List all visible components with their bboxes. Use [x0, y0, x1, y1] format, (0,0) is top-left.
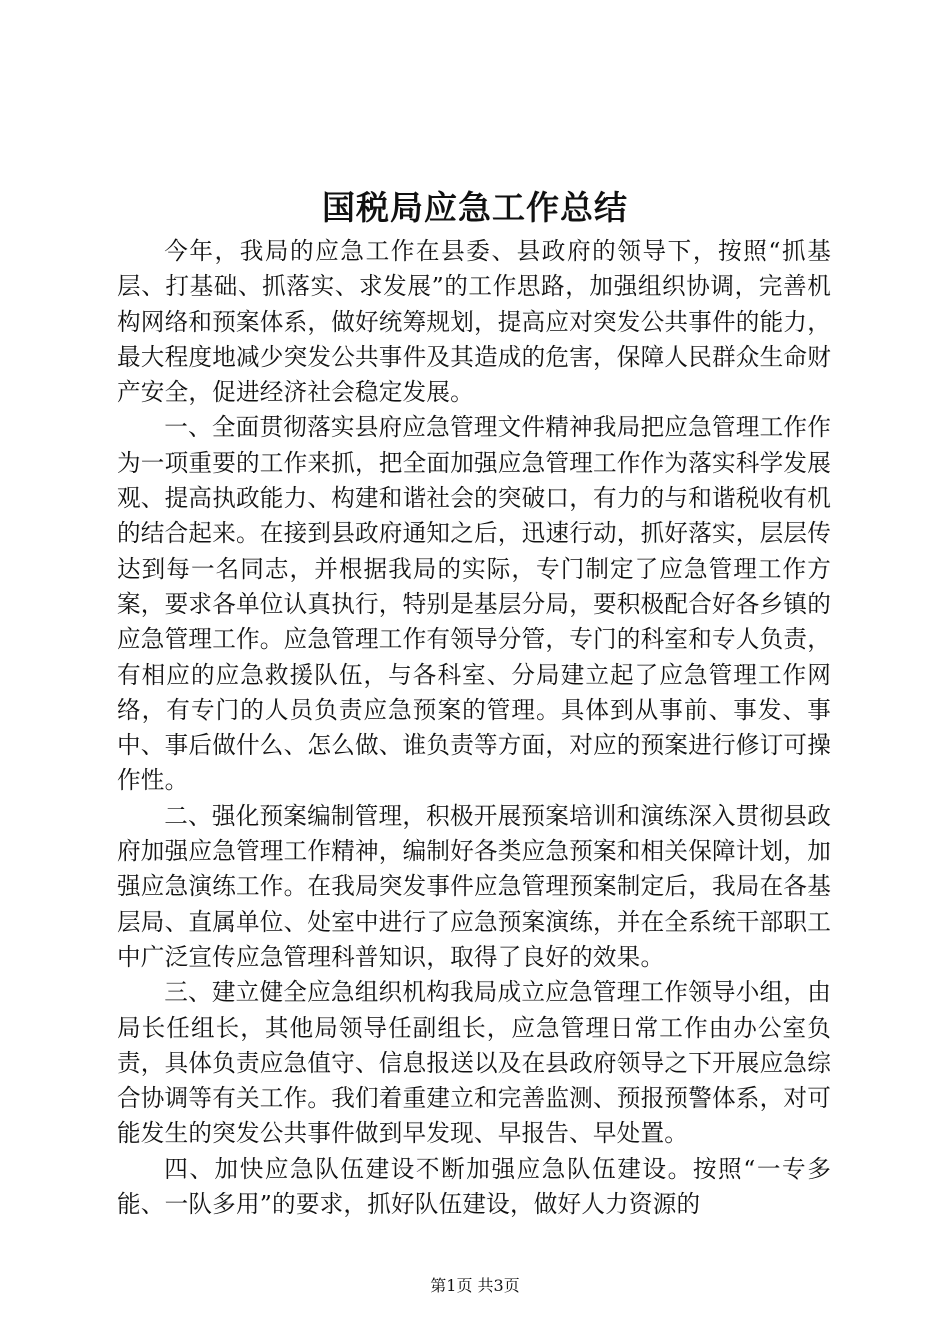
paragraph-section-3: 三、建立健全应急组织机构我局成立应急管理工作领导小组，由局长任组长，其他局领导任副组长，应急管理日常工作由办公室负责，具体负责应急值守、信息报送以及在县政府领导之下开展应急综合协调等有关工作。我们着重建立和完善监测、预报预警体系，对可能发生的突发公共事件做到早发现、早报告、早处置。	[117, 978, 831, 1148]
document-title: 国税局应急工作总结	[322, 188, 628, 227]
paragraph-intro: 今年，我局的应急工作在县委、县政府的领导下，按照“抓基层、打基础、抓落实、求发展”的工作思路，加强组织协调，完善机构网络和预案体系，做好统筹规划，提高应对突发公共事件的能力，最大程度地减少突发公共事件及其造成的危害，保障人民群众生命财产安全，促进经济社会稳定发展。	[117, 237, 831, 407]
page-number-footer: 第1页 共3页	[430, 1276, 520, 1295]
paragraph-section-2: 二、强化预案编制管理，积极开展预案培训和演练深入贯彻县政府加强应急管理工作精神，编制好各类应急预案和相关保障计划，加强应急演练工作。在我局突发事件应急管理预案制定后，我局在各基层局、直属单位、处室中进行了应急预案演练，并在全系统干部职工中广泛宣传应急管理科普知识，取得了良好的效果。	[117, 801, 831, 971]
paragraph-section-1: 一、全面贯彻落实县府应急管理文件精神我局把应急管理工作作为一项重要的工作来抓，把全面加强应急管理工作作为落实科学发展观、提高执政能力、构建和谐社会的突破口，有力的与和谐税收有机的结合起来。在接到县政府通知之后，迅速行动，抓好落实，层层传达到每一名同志，并根据我局的实际，专门制定了应急管理工作方案，要求各单位认真执行，特别是基层分局，要积极配合好各乡镇的应急管理工作。应急管理工作有领导分管，专门的科室和专人负责，有相应的应急救援队伍，与各科室、分局建立起了应急管理工作网络，有专门的人员负责应急预案的管理。具体到从事前、事发、事中、事后做什么、怎么做、谁负责等方面，对应的预案进行修订可操作性。	[117, 413, 831, 795]
document-body	[117, 234, 831, 1222]
paragraph-section-4: 四、加快应急队伍建设不断加强应急队伍建设。按照“一专多能、一队多用”的要求，抓好队伍建设，做好人力资源的	[117, 1154, 831, 1219]
